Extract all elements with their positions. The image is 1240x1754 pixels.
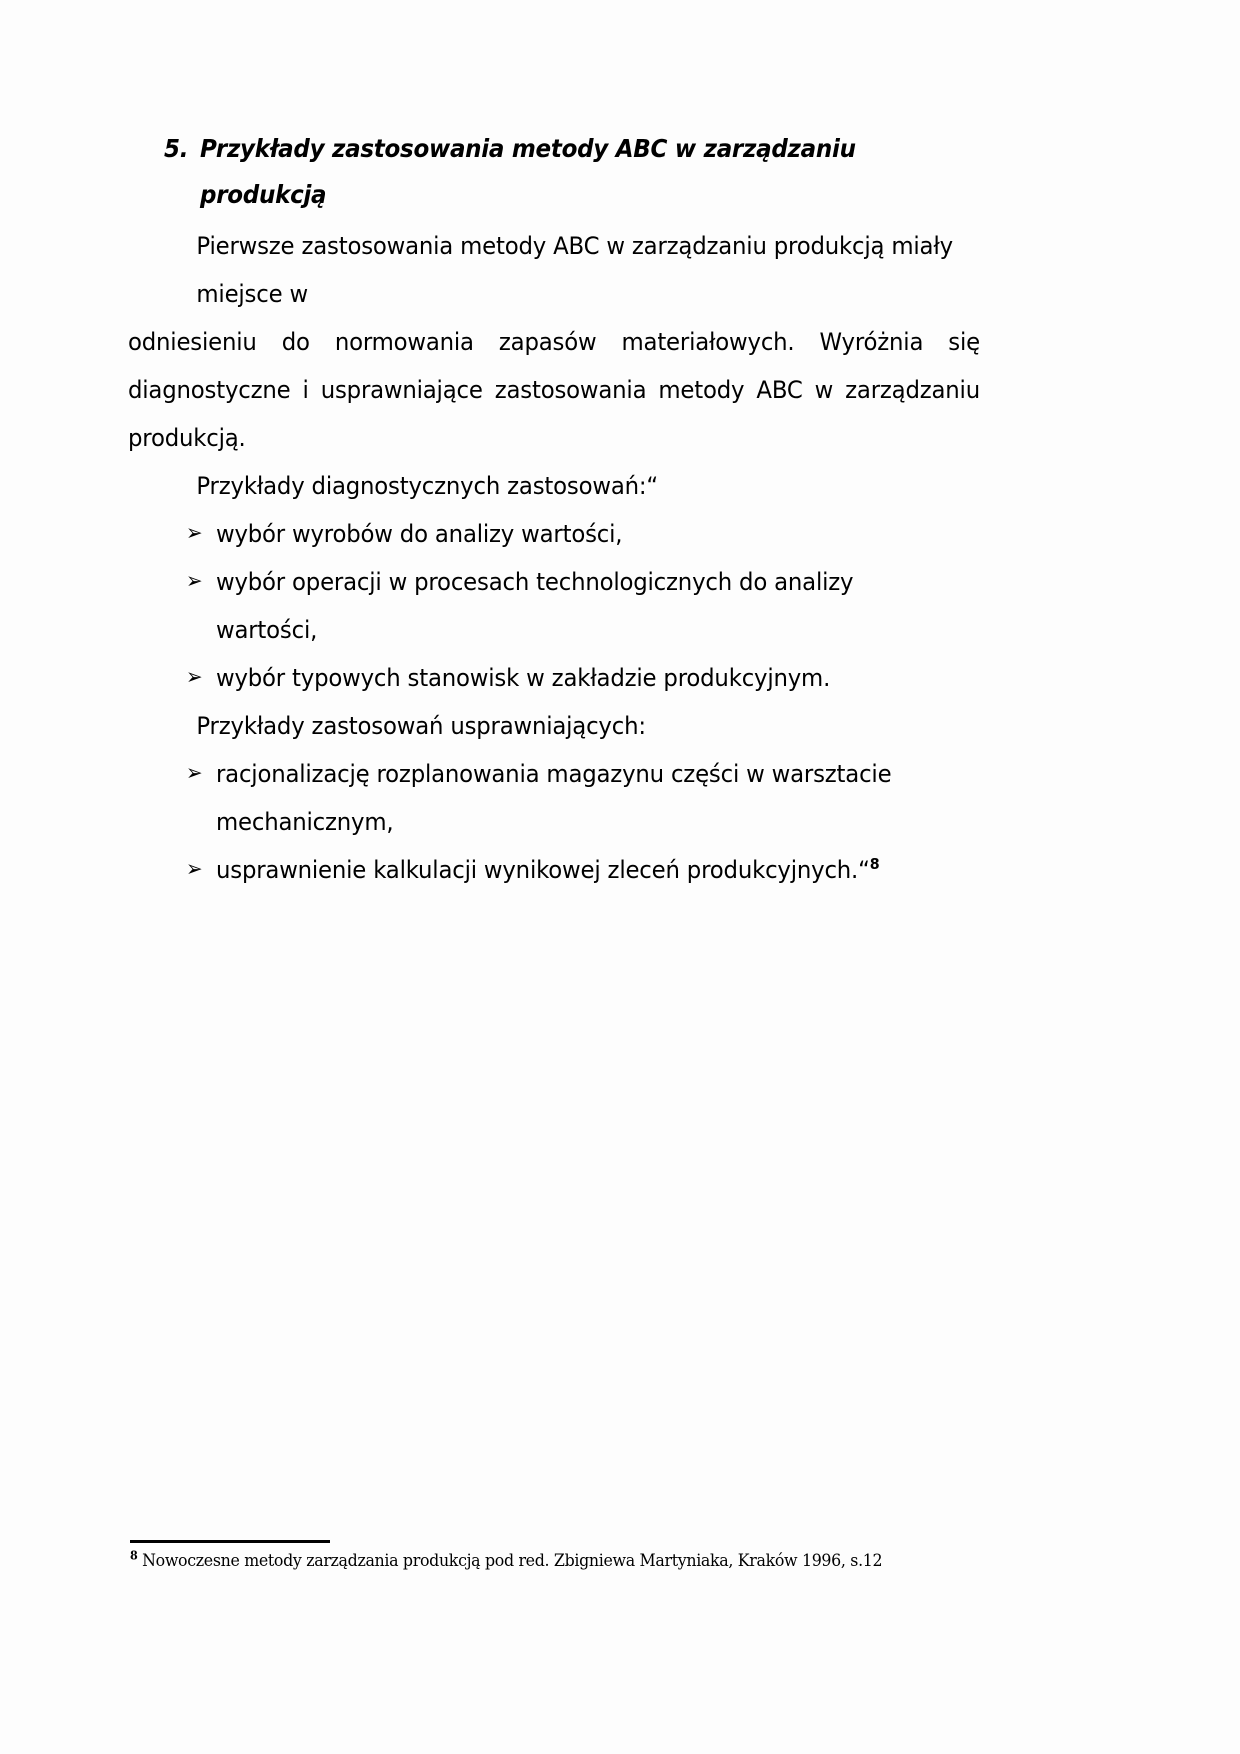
paragraph-intro-diagnostic: Przykłady diagnostycznych zastosowań:“ [196,472,658,500]
list-item-label: wybór wyrobów do analizy wartości, [216,520,623,548]
list-item [128,558,980,654]
arrowhead-bullet-icon: ➢ [186,761,203,786]
footnote-number: 8 [130,1548,138,1563]
section-heading-number: 5. [164,134,189,163]
footnote-separator-rule [130,1540,330,1543]
list-item-label: wybór typowych stanowisk w zakładzie produkcyjnym. [216,664,831,692]
arrowhead-bullet-icon: ➢ [186,665,203,690]
arrowhead-bullet-icon: ➢ [186,569,203,594]
footnote-citation-text: Nowoczesne metody zarządzania produkcją pod red. Zbigniewa Martyniaka, Kraków 1996, s.12 [142,1551,883,1571]
paragraph-intro-improvement: Przykłady zastosowań usprawniających: [196,712,646,740]
list-item [128,654,980,702]
page-content [128,126,980,894]
section-heading-title: Przykłady zastosowania metody ABC w zarządzaniu produkcją [200,134,857,209]
paragraph-intro-line-1: Pierwsze zastosowania metody ABC w zarządzaniu produkcją miały [196,232,953,260]
section-heading [128,126,980,218]
list-item [128,750,980,846]
footnote-area [130,1540,1110,1573]
list-item-label: wybór operacji w procesach technologicznych do analizy wartości, [216,568,854,644]
list-item-text: usprawnienie kalkulacji wynikowej zleceń produkcyjnych.“ [216,856,870,884]
paragraph-body: odniesieniu do normowania zapasów materiałowych. Wyróżnia się diagnostyczne i usprawniające zastosowania metody ABC w zarządzaniu produkcją. [128,328,980,452]
list-item-label [216,750,942,846]
list-item-label [216,846,942,894]
arrowhead-bullet-icon: ➢ [186,521,203,546]
arrowhead-bullet-icon: ➢ [186,857,203,882]
paragraph-intro-line-2: miejsce w [196,280,308,308]
bullet-list-improvement [128,750,980,894]
list-item-line-1: racjonalizację rozplanowania magazynu części w warsztacie [216,760,892,788]
list-item [128,510,980,558]
list-item [128,846,980,894]
footnote-entry [130,1549,1110,1573]
list-item-line-2: mechanicznym, [216,808,394,836]
footnote-reference-marker: 8 [869,855,880,873]
bullet-list-diagnostic [128,510,980,702]
